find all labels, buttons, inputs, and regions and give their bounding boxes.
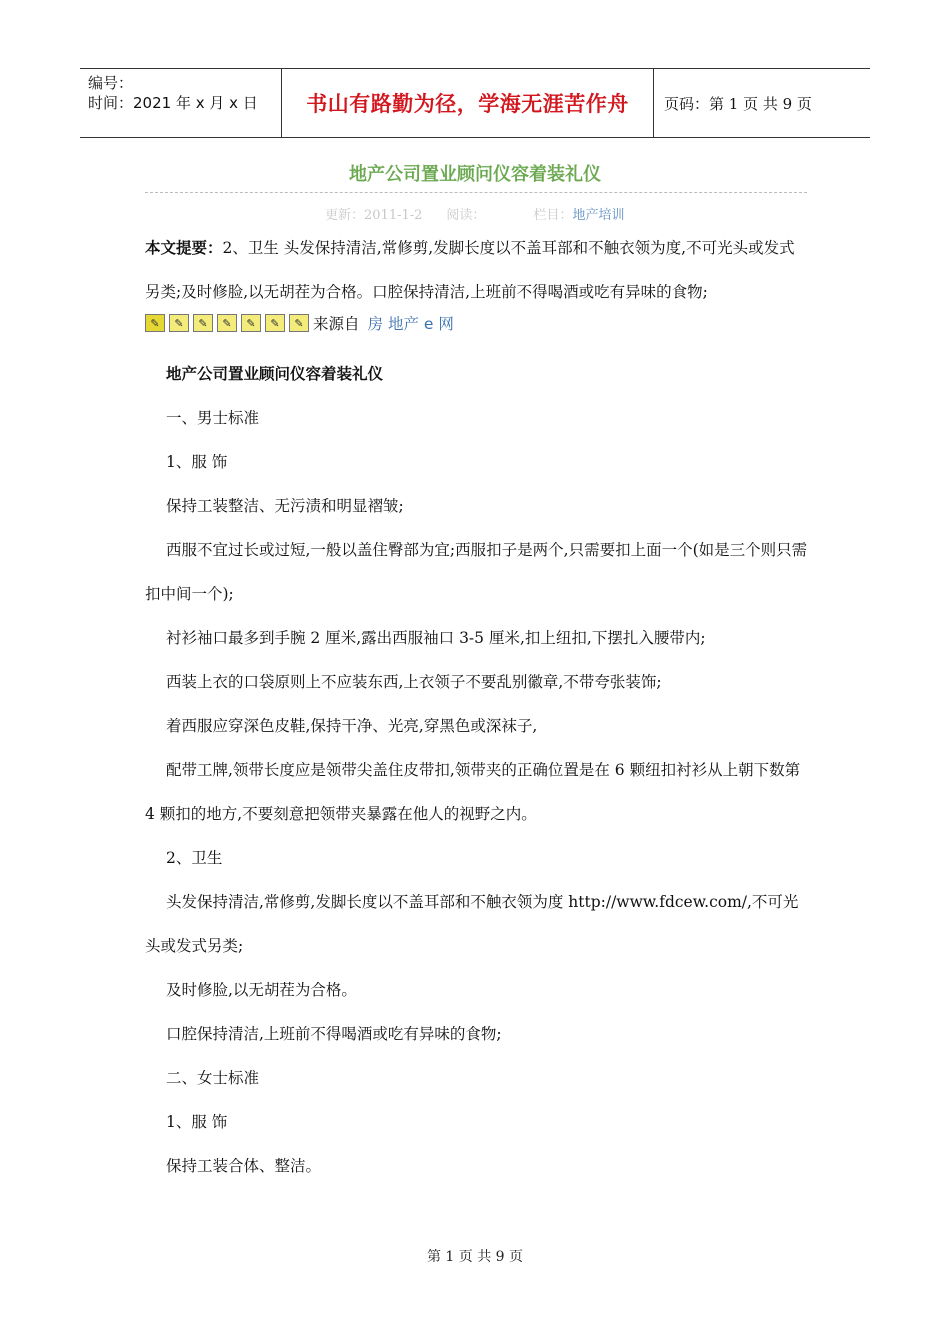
page-info: 页码：第 1 页 共 9 页 <box>664 94 812 113</box>
paragraph: 配带工牌,领带长度应是领带尖盖住皮带扣,领带夹的正确位置是在 6 颗纽扣衬衫从上朝下数第 4 颗扣的地方,不要刻意把领带夹暴露在他人的视野之内。 <box>145 761 801 823</box>
summary-label: 本文提要： <box>145 239 223 257</box>
body-heading: 地产公司置业顾问仪容着装礼仪 <box>166 364 384 383</box>
section-heading: 二、女士标准 <box>166 1069 260 1087</box>
paragraph: 及时修脸,以无胡茬为合格。 <box>166 981 357 999</box>
paragraph: 头发保持清洁,常修剪,发脚长度以不盖耳部和不触衣领为度 http://www.fdcew.com/,不可光头或发式另类; <box>145 893 799 955</box>
paragraph: 衬衫袖口最多到手腕 2 厘米,露出西服袖口 3-5 厘米,扣上纽扣,下摆扎入腰带内; <box>166 629 706 647</box>
number-label: 编号： <box>88 74 134 92</box>
source-link[interactable]: 房 地产 e 网 <box>367 315 454 333</box>
subsection-heading: 1、服 饰 <box>166 453 228 471</box>
rating-star-icon[interactable]: ✎ <box>289 314 309 332</box>
rating-star-icon[interactable]: ✎ <box>169 314 189 332</box>
article-summary <box>145 226 810 314</box>
article-body <box>145 352 810 1188</box>
subsection-heading: 2、卫生 <box>166 849 223 867</box>
updated-date: 更新：2011-1-2 <box>325 208 423 223</box>
motto-text: 书山有路勤为径，学海无涯苦作舟 <box>306 91 629 116</box>
rating-star-icon[interactable]: ✎ <box>145 314 165 332</box>
column-label: 栏目： <box>533 208 573 223</box>
rating-star-icon[interactable]: ✎ <box>217 314 237 332</box>
header-left-cell <box>80 69 282 137</box>
page-header-table <box>80 68 870 138</box>
paragraph: 保持工装整洁、无污渍和明显褶皱; <box>166 497 404 515</box>
section-heading: 一、男士标准 <box>166 409 260 427</box>
rating-star-icon[interactable]: ✎ <box>193 314 213 332</box>
article-title: 地产公司置业顾问仪容着装礼仪 <box>349 164 601 185</box>
page-footer: 第 1 页 共 9 页 <box>426 1249 524 1265</box>
summary-text: 2、卫生 头发保持清洁,常修剪,发脚长度以不盖耳部和不触衣领为度,不可光头或发式另类;及时修脸,以无胡茬为合格。口腔保持清洁,上班前不得喝酒或吃有异味的食物; <box>145 239 795 301</box>
rating-star-icon[interactable]: ✎ <box>265 314 285 332</box>
header-motto-cell <box>282 69 654 137</box>
paragraph: 西服不宜过长或过短,一般以盖住臀部为宜;西服扣子是两个,只需要扣上面一个(如是三个则只需扣中间一个); <box>145 541 808 603</box>
subsection-heading: 1、服 饰 <box>166 1113 228 1131</box>
source-label: 来源自 <box>313 315 360 333</box>
paragraph: 着西服应穿深色皮鞋,保持干净、光亮,穿黑色或深袜子, <box>166 717 538 735</box>
rating-star-icon[interactable]: ✎ <box>241 314 261 332</box>
header-page-cell <box>654 69 870 137</box>
paragraph: 保持工装合体、整洁。 <box>166 1157 322 1175</box>
article-meta <box>325 204 624 223</box>
read-count: 阅读： <box>446 208 486 223</box>
rating-row <box>145 312 454 334</box>
dashed-divider <box>145 192 807 193</box>
paragraph: 西装上衣的口袋原则上不应装东西,上衣领子不要乱别徽章,不带夸张装饰; <box>166 673 662 691</box>
paragraph: 口腔保持清洁,上班前不得喝酒或吃有异味的食物; <box>166 1025 502 1043</box>
time-label: 时间：2021 年 x 月 x 日 <box>88 94 258 112</box>
column-link[interactable]: 地产培训 <box>572 208 625 223</box>
